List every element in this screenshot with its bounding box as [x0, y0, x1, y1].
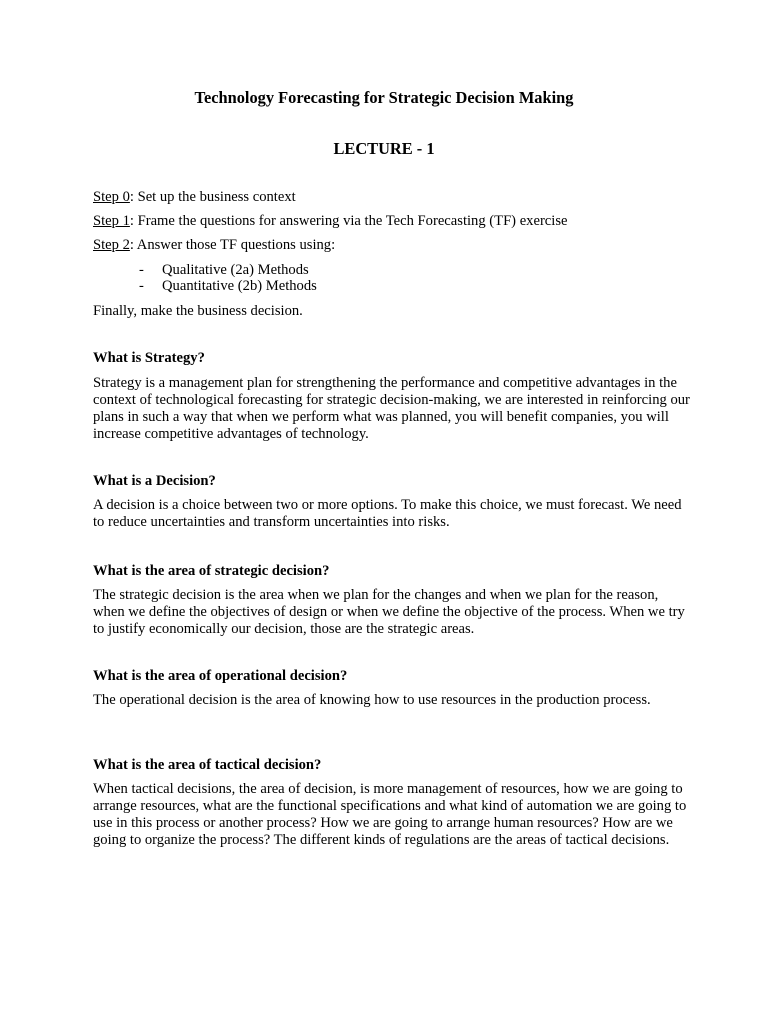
- method-text: Qualitative (2a) Methods: [162, 262, 309, 278]
- bullet-dash: -: [139, 262, 144, 278]
- section-body-strategic-decision: The strategic decision is the area when we plan for the changes and when we plan for the reason, when we define the objectives of design or when we define the objective of the process. When we try to justify economically our decision, those are the strategic areas.: [93, 587, 685, 637]
- document-title: Technology Forecasting for Strategic Decision Making: [194, 88, 574, 107]
- bullet-dash: -: [139, 278, 144, 294]
- section-heading-strategy: What is Strategy?: [93, 350, 205, 366]
- section-heading-decision: What is a Decision?: [93, 473, 216, 489]
- step-0-label: Step 0: [93, 189, 130, 205]
- finally-text: Finally, make the business decision.: [93, 303, 303, 319]
- step-2: [93, 237, 693, 254]
- method-text: Quantitative (2b) Methods: [162, 278, 317, 294]
- step-0: [93, 189, 693, 206]
- section-heading-strategic-decision: What is the area of strategic decision?: [93, 563, 330, 579]
- section-body-tactical-decision: When tactical decisions, the area of decision, is more management of resources, how we are going to arrange resources, what are the functional specifications and what kind of automation we are going to use in this process or another process? How we are going to arrange human resources? How are we going to organize the process? The different kinds of regulations are the areas of tactical decisions.: [93, 781, 687, 848]
- step-2-label: Step 2: [93, 237, 130, 253]
- step-0-text: : Set up the business context: [129, 189, 296, 205]
- section-body-decision: A decision is a choice between two or more options. To make this choice, we must forecast. We need to reduce uncertainties and transform uncertainties into risks.: [93, 497, 682, 530]
- section-heading-tactical-decision: What is the area of tactical decision?: [93, 757, 322, 773]
- step-1-label: Step 1: [93, 213, 130, 229]
- section-body-operational-decision: The operational decision is the area of knowing how to use resources in the production process.: [93, 692, 651, 708]
- section-heading-operational-decision: What is the area of operational decision?: [93, 668, 348, 684]
- method-item: [139, 262, 309, 279]
- method-item: [139, 278, 317, 295]
- step-1: [93, 213, 693, 230]
- step-1-text: : Frame the questions for answering via the Tech Forecasting (TF) exercise: [129, 213, 568, 229]
- step-2-text: : Answer those TF questions using:: [129, 237, 336, 253]
- lecture-title: LECTURE - 1: [333, 139, 435, 158]
- section-body-strategy: Strategy is a management plan for strengthening the performance and competitive advantages in the context of technological forecasting for strategic decision-making, we are interested in reinforcing our plans in such a way that when we perform what was planned, you will benefit companies, you will increase competitive advantages of technology.: [93, 375, 690, 442]
